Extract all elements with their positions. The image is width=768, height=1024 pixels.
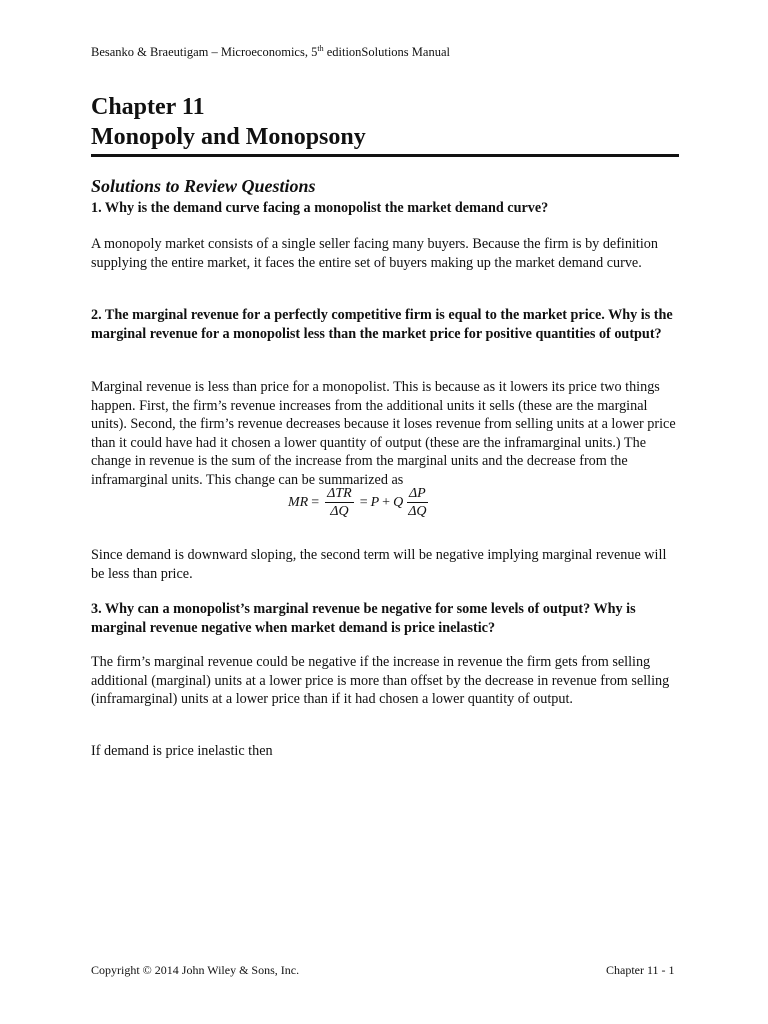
chapter-name: Monopoly and Monopsony [91, 124, 366, 150]
formula-delta-p: ΔP [408, 486, 426, 501]
formula-mr: MR [288, 494, 309, 510]
question-1: 1. Why is the demand curve facing a monopolist the market demand curve? [91, 200, 549, 216]
question-3: 3. Why can a monopolist’s marginal revenue be negative for some levels of output? Why is marginal revenue negative when market demand is price inelastic? [91, 601, 636, 636]
answer-3: The firm’s marginal revenue could be negative if the increase in revenue the firm gets from selling additional (marginal) units at a lower price is more than offset by the decrease in revenue from selling (inframarginal) units at a lower price than if it had chosen a lower quantity of output. [91, 654, 670, 707]
running-header [91, 45, 450, 60]
chapter-number: Chapter 11 [91, 94, 205, 120]
formula-equals: = [311, 494, 320, 510]
formula-fraction-p [406, 485, 428, 520]
formula-plus: + [382, 494, 391, 510]
formula-fraction-tr [325, 485, 354, 520]
footer-page-number: Chapter 11 - 1 [606, 963, 675, 977]
header-superscript: th [317, 44, 324, 53]
answer-3-continued: If demand is price inelastic then [91, 743, 273, 759]
formula-equals-2: = [359, 494, 368, 510]
formula-p: P [370, 494, 380, 510]
chapter-title [91, 92, 679, 157]
header-text-end: editionSolutions Manual [323, 45, 450, 59]
answer-2: Marginal revenue is less than price for a monopolist. This is because as it lowers its price two things happen. First, the firm’s revenue increases from the additional units it sells (these are the marginal units). Second, the firm’s revenue decreases because it loses revenue from selling units at a lower price than it could have had it chosen a lower quantity of output (these are the inframarginal units.) The change in revenue is the sum of the increase from the marginal units and the decrease from the inframarginal units. This change can be summarized as [91, 379, 676, 488]
formula-delta-q-2: ΔQ [408, 504, 427, 519]
formula-q: Q [393, 494, 404, 510]
question-2: 2. The marginal revenue for a perfectly competitive firm is equal to the market price. Why is the marginal revenue for a monopolist less than the market price for positive quantities of output? [91, 307, 673, 342]
formula-delta-tr: ΔTR [327, 486, 352, 501]
marginal-revenue-formula [288, 485, 432, 520]
answer-2-continued: Since demand is downward sloping, the second term will be negative implying marginal revenue will be less than price. [91, 547, 667, 582]
section-title: Solutions to Review Questions [91, 176, 316, 196]
formula-delta-q: ΔQ [330, 504, 349, 519]
answer-1: A monopoly market consists of a single seller facing many buyers. Because the firm is by definition supplying the entire market, it faces the entire set of buyers making up the market demand curve. [91, 236, 658, 271]
footer-copyright: Copyright © 2014 John Wiley & Sons, Inc. [91, 963, 300, 977]
header-text: Besanko & Braeutigam – Microeconomics, 5 [91, 45, 318, 59]
